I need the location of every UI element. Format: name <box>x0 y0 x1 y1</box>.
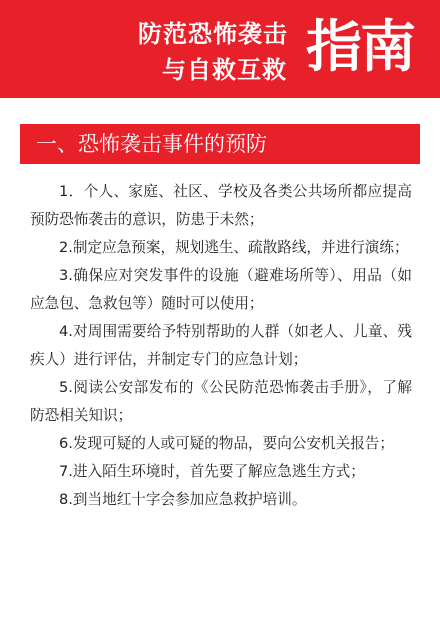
list-item: 1．个人、家庭、社区、学校及各类公共场所都应提高预防恐怖袭击的意识，防患于未然； <box>30 183 412 228</box>
list-item: 7.进入陌生环境时，首先要了解应急逃生方式； <box>59 463 365 480</box>
list-item: 6.发现可疑的人或可疑的物品，要向公安机关报告； <box>59 435 394 452</box>
header-title-big: 指南 <box>306 15 414 80</box>
header-title-line2: 与自救互救 <box>162 56 287 84</box>
list-item: 8.到当地红十字会参加应急救护培训。 <box>59 491 307 508</box>
header-banner <box>0 0 440 98</box>
list-item: 2.制定应急预案，规划逃生、疏散路线，并进行演练； <box>59 239 409 256</box>
list-item: 3.确保应对突发事件的设施（避难场所等）、用品（如应急包、急救包等）随时可以使用； <box>30 267 412 312</box>
header-title-line1: 防范恐怖袭击 <box>138 20 288 48</box>
prevention-list <box>30 178 412 514</box>
list-item: 5.阅读公安部发布的《公民防范恐怖袭击手册》，了解防恐相关知识； <box>30 379 412 424</box>
section-title: 一、恐怖袭击事件的预防 <box>36 132 267 156</box>
list-item: 4.对周围需要给予特别帮助的人群（如老人、儿童、残疾人）进行评估，并制定专门的应急计划； <box>30 323 412 368</box>
section-heading-bar <box>20 124 420 164</box>
